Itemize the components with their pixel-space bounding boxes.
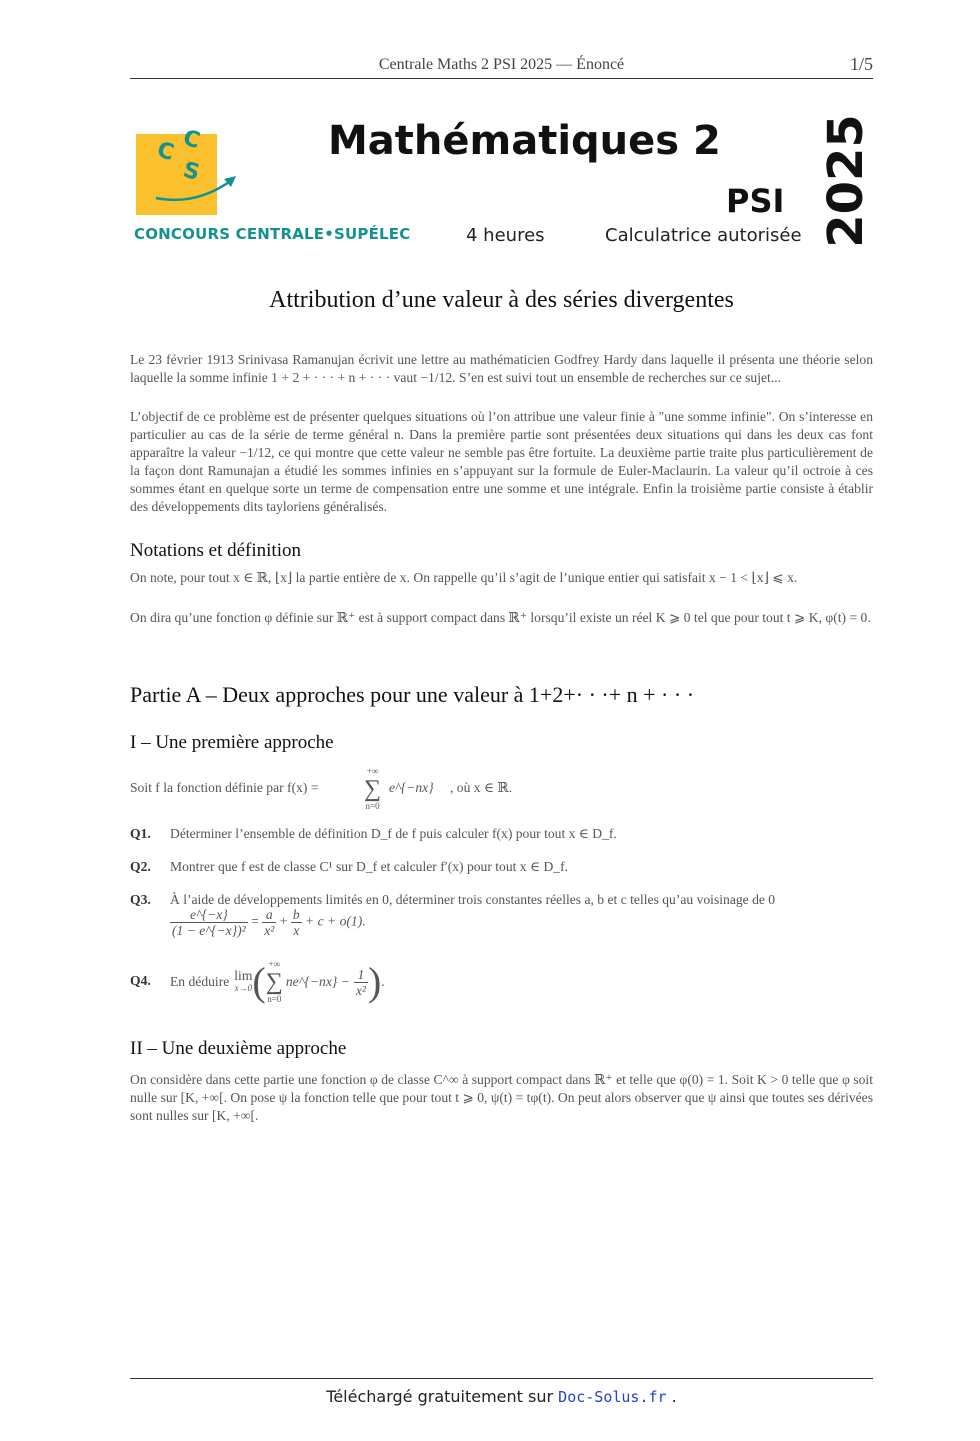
q1-text: Déterminer l’ensemble de définition D_f de f puis calculer f(x) pour tout x ∈ D_f. bbox=[170, 826, 617, 841]
question-1 bbox=[130, 825, 873, 845]
logo-emblem bbox=[136, 125, 217, 215]
q3-label: Q3. bbox=[130, 892, 151, 907]
q4-sigma: +∞ ∑ n=0 bbox=[265, 959, 283, 1004]
question-4 bbox=[130, 955, 873, 1009]
track-label: PSI bbox=[726, 182, 785, 220]
q1-label: Q1. bbox=[130, 826, 151, 841]
question-3 bbox=[130, 891, 873, 949]
footer-suffix: . bbox=[666, 1387, 677, 1406]
q2-text: Montrer que f est de classe C¹ sur D_f et calculer f′(x) pour tout x ∈ D_f. bbox=[170, 859, 568, 874]
q4-lim: lim bbox=[234, 968, 253, 983]
sum-sigma: +∞ ∑ n=0 bbox=[364, 766, 382, 811]
q3-tail: + c + o(1). bbox=[305, 913, 366, 929]
q3-eq: = bbox=[251, 913, 259, 929]
q4-sum-bottom: n=0 bbox=[267, 994, 282, 1004]
year-label bbox=[818, 114, 874, 248]
duration: 4 heures bbox=[466, 225, 545, 246]
intro-paragraph-1 bbox=[130, 351, 873, 387]
logo-text: CONCOURS CENTRALE•SUPÉLEC bbox=[134, 225, 411, 243]
q3-a-num: a bbox=[262, 907, 276, 923]
section-2-text: On considère dans cette partie une fonction φ de classe C^∞ à support compact dans ℝ⁺ et telle que φ(0) = 1. Soit K > 0 telle que φ soit nulle sur [K, +∞[. On pose ψ la fonction telle que pour tout t ⩾ 0, ψ(t) = tφ(t). On peut alors observer que ψ ainsi que toutes ses dérivées sont nulles sur [K, +∞[. bbox=[130, 1072, 873, 1123]
q4-sum-top: +∞ bbox=[268, 959, 281, 969]
header-title: Centrale Maths 2 PSI 2025 — Énoncé bbox=[378, 56, 625, 73]
def-suffix: , où x ∈ ℝ. bbox=[450, 780, 513, 795]
notations-p1-text: On note, pour tout x ∈ ℝ, ⌊x⌋ la partie entière de x. On rappelle qu’il s’agit de l’unique entier qui satisfait x − 1 < ⌊x⌋ ⩽ x. bbox=[130, 570, 798, 585]
function-definition bbox=[130, 766, 873, 814]
section-1-heading: I – Une première approche bbox=[130, 732, 334, 753]
svg-text:C: C bbox=[154, 137, 177, 166]
footer-link[interactable]: Doc-Solus.fr bbox=[558, 1388, 667, 1406]
q4-label: Q4. bbox=[130, 973, 151, 988]
sum-bottom: n=0 bbox=[365, 801, 380, 811]
q4-text: En déduire bbox=[170, 974, 230, 989]
q3-text: À l’aide de développements limités en 0, déterminer trois constantes réelles a, b et c telles qu’au voisinage de 0 bbox=[170, 892, 776, 907]
page-header bbox=[130, 52, 873, 79]
q3-b-den: x bbox=[293, 923, 300, 938]
subject-title: Mathématiques 2 bbox=[328, 118, 721, 164]
svg-text:S: S bbox=[180, 157, 203, 186]
q4-frac-den: x² bbox=[355, 982, 366, 998]
q4-formula: En déduire lim x→0 ( +∞ ∑ n=0 ne^{−nx} − $\frac{1}{\text{x²}}$ ) . bbox=[170, 959, 385, 1004]
q3-b-num: b bbox=[292, 907, 300, 922]
page-number: 1/5 bbox=[849, 54, 873, 74]
footer-divider bbox=[130, 1378, 873, 1379]
svg-text:C: C bbox=[180, 125, 203, 154]
question-2 bbox=[130, 858, 873, 878]
def-term: e^{−nx} bbox=[389, 780, 434, 795]
section-2-paragraph bbox=[130, 1071, 873, 1125]
q3-lhs-den: (1 − e^{−x})² bbox=[172, 923, 246, 938]
q4-end: . bbox=[381, 974, 385, 989]
footer bbox=[130, 1387, 873, 1406]
q3-a-den: x² bbox=[264, 923, 275, 938]
intro-p2-text: L’objectif de ce problème est de présenter quelques situations où l’on attribue une valeur finie à "une somme infinie". On s’interesse en particulier au cas de la série de terme général n. Dans la première partie sont présentées deux situations qui dans les deux cas font apparaître la valeur −1/12, ce qui montre que cette valeur ne semble pas être fortuite. La deuxième partie traite plus particulièrement de la façon dont Ramunajan a étudié les sommes infinies en s’appuyant sur la formule de Euler-Maclaurin. La valeur qu’il octroie à ces sommes étant en quelque sorte un terme de compensation entre une somme et une intégrale. Enfin la troisième partie consiste à établir des développements dits tayloriens généralisés. bbox=[130, 409, 873, 514]
footer-prefix: Téléchargé gratuitement sur bbox=[326, 1387, 559, 1406]
notations-paragraph-2 bbox=[130, 609, 873, 627]
notations-p2-text: On dira qu’une fonction φ définie sur ℝ⁺ est à support compact dans ℝ⁺ lorsqu’il existe un réel K ⩾ 0 tel que pour tout t ⩾ K, φ(t) = 0. bbox=[130, 610, 871, 625]
q3-lhs-num: e^{−x} bbox=[170, 907, 248, 923]
intro-p1-text: Le 23 février 1913 Srinivasa Ramanujan écrivit une lettre au mathématicien Godfrey Hardy dans laquelle il présenta une théorie selon laquelle la somme infinie 1 + 2 + · · · + n + · · · vaut −1/12. S’en est suivi tout un ensemble de recherches sur ce sujet... bbox=[130, 352, 873, 385]
intro-paragraph-2 bbox=[130, 408, 873, 516]
notations-heading: Notations et définition bbox=[130, 540, 301, 561]
problem-title: Attribution d’une valeur à des séries divergentes bbox=[269, 287, 734, 313]
q2-label: Q2. bbox=[130, 859, 151, 874]
sum-top: +∞ bbox=[366, 766, 379, 776]
calculator-note: Calculatrice autorisée bbox=[605, 225, 802, 246]
def-prefix: Soit f la fonction définie par f(x) = bbox=[130, 780, 319, 795]
section-2-heading: II – Une deuxième approche bbox=[130, 1038, 347, 1059]
q3-formula: $\frac{e\^{}\{-x\}}{\text{(1 − e\textasciicircum{}\{−x\})²}}$ = $\frac{a}{\text{x²}}$ + $\frac{b}{x}$ + c + o(1). bbox=[172, 907, 366, 938]
part-a-heading: Partie A – Deux approches pour une valeur à 1+2+· · ·+ n + · · · bbox=[130, 682, 695, 707]
q4-term: ne^{−nx} − bbox=[285, 974, 350, 989]
notations-paragraph-1 bbox=[130, 569, 873, 587]
q4-lim-sub: x→0 bbox=[234, 983, 253, 993]
year-text: 2025 bbox=[818, 114, 874, 248]
q4-frac-num: 1 bbox=[354, 967, 368, 983]
